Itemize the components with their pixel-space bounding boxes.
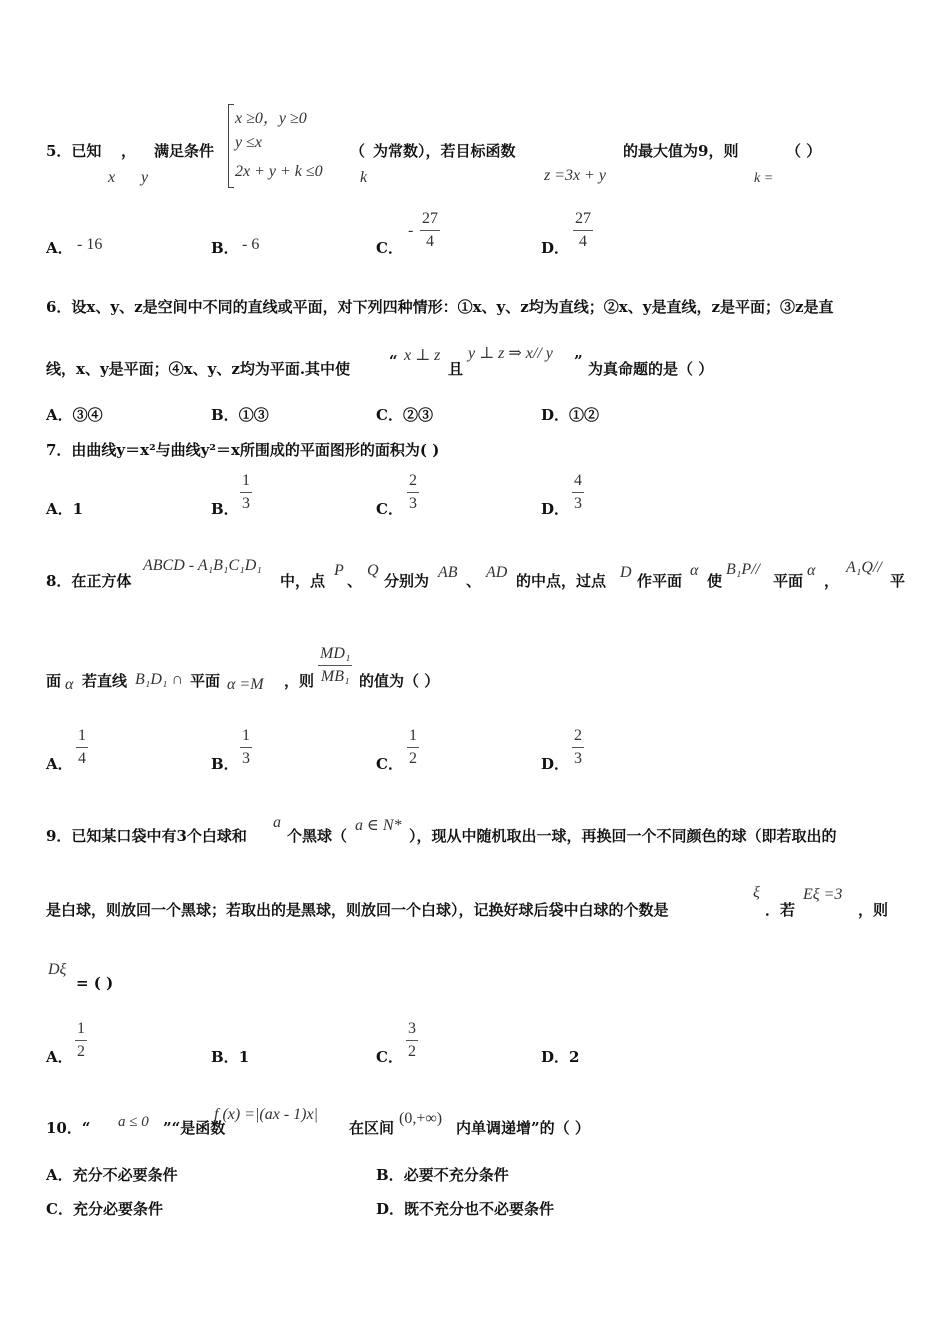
q8-line-2-b: 若直线 — [82, 672, 128, 690]
q7-option-c-fraction — [407, 472, 419, 513]
q6-option-a-label: A． — [46, 406, 73, 424]
q6-option-a[interactable] — [46, 404, 103, 425]
q7-option-b-numerator: 1 — [242, 472, 250, 489]
q6-option-b-label: B． — [211, 406, 239, 424]
q8-option-b-numerator: 1 — [242, 727, 250, 744]
q8-option-d-fraction — [572, 727, 584, 768]
q9-line-3: = ( ) — [76, 974, 114, 992]
q10-option-b-label: B． — [376, 1166, 404, 1184]
q9-line-1-c: ），现从中随机取出一球，再换回一个不同颜色的球（即若取出的 — [409, 827, 837, 845]
q5-option-c-fraction — [420, 210, 440, 251]
q9-a-in-n: a ∈ N* — [355, 817, 402, 834]
q6-option-c[interactable] — [376, 404, 433, 425]
q7-option-a-value: 1 — [72, 500, 84, 518]
q10-function: f (x) =|(ax - 1)x| — [214, 1106, 318, 1123]
q5-tail: 的最大值为9，则 — [623, 142, 739, 160]
q8-point-p: P — [334, 562, 344, 579]
q5-label: 5．已知 — [46, 142, 102, 160]
q8-b1d1: B₁D₁ ∩ — [135, 671, 184, 688]
q9-option-b-value: 1 — [238, 1048, 250, 1066]
q8-point-d: D — [620, 564, 632, 581]
q6-option-c-value: ②③ — [402, 406, 433, 424]
q5-answer-blank: （ ） — [786, 142, 822, 160]
q10-text-3: 内单调递增”的（ ） — [456, 1119, 590, 1137]
q9-xi: ξ — [753, 884, 760, 901]
q8-a1q: A₁Q// — [846, 559, 882, 576]
q10-text-1: ”“是函数 — [163, 1119, 226, 1137]
q8-option-c-fraction — [407, 727, 419, 768]
q8-text-3: 分别为 — [384, 572, 430, 590]
q8-option-c-numerator: 1 — [409, 727, 417, 744]
q9-option-c-numerator: 3 — [408, 1020, 416, 1037]
q5-comma: ， — [121, 142, 137, 160]
q5-constraint-3: 2x + y + k ≤0 — [235, 163, 323, 180]
q8-line-2-e: 的值为（ ） — [359, 672, 440, 690]
fraction-bar — [240, 747, 252, 748]
q5-var-k: k — [360, 169, 368, 186]
q8-ratio-numerator: MD₁ — [320, 645, 351, 662]
q10-option-b[interactable] — [376, 1164, 509, 1185]
q9-option-c-label[interactable]: C． — [376, 1048, 403, 1066]
fraction-bar — [407, 747, 419, 748]
q8-option-a-numerator: 1 — [78, 727, 86, 744]
q5-const-text: 为常数），若目标函数 — [373, 142, 516, 160]
q8-option-a-fraction — [76, 727, 88, 768]
fraction-bar — [406, 1040, 418, 1041]
q7-option-b-label[interactable]: B． — [211, 500, 239, 518]
q5-system-brace — [228, 104, 234, 188]
q9-line-2-b: ．若 — [765, 901, 796, 919]
q5-constraint-1: x ≥0，y ≥0 — [235, 110, 307, 127]
q6-option-d[interactable] — [541, 404, 599, 425]
q8-line-2-a: 面 — [46, 672, 62, 690]
q9-line-1-b: 个黑球（ — [287, 827, 348, 845]
q9-option-c-fraction — [406, 1020, 418, 1061]
q9-option-a-fraction — [75, 1020, 87, 1061]
q9-option-a-label[interactable]: A． — [46, 1048, 73, 1066]
q10-option-b-value: 必要不充分条件 — [403, 1166, 509, 1184]
q6-option-b[interactable] — [211, 404, 269, 425]
q5-var-x: x — [108, 169, 116, 186]
q9-option-d-value: 2 — [569, 1048, 580, 1066]
q5-option-d-denominator: 4 — [579, 233, 587, 250]
q8-alpha-2: α — [807, 562, 816, 579]
q8-option-b-denominator: 3 — [242, 750, 250, 767]
fraction-bar — [572, 747, 584, 748]
q7-option-d-fraction — [572, 472, 584, 513]
q9-line-2-c: ，则 — [858, 901, 889, 919]
fraction-bar — [572, 492, 584, 493]
q7-option-d-numerator: 4 — [574, 472, 582, 489]
q10-text-2: 在区间 — [349, 1119, 395, 1137]
q9-line-2-a: 是白球，则放回一个黑球；若取出的是黑球，则放回一个白球），记换好球后袋中白球的个数是 — [46, 901, 669, 919]
q5-option-b-label[interactable]: B． — [211, 239, 239, 257]
q8-label: 8．在正方体 — [46, 572, 132, 590]
q8-text-10: 平 — [890, 572, 906, 590]
q8-option-a-denominator: 4 — [78, 750, 86, 767]
q5-option-d-fraction — [573, 210, 593, 251]
q5-option-d-numerator: 27 — [575, 210, 591, 227]
q10-option-d[interactable] — [376, 1198, 554, 1219]
q8-alpha-m: α =M — [227, 676, 264, 693]
q7-text: 7．由曲线y＝x²与曲线y²＝x所围成的平面图形的面积为( ) — [46, 441, 440, 459]
q9-option-b[interactable] — [211, 1046, 249, 1067]
q8-ad: AD — [486, 564, 508, 581]
q10-option-c-value: 充分必要条件 — [72, 1200, 163, 1218]
q5-option-c-denominator: 4 — [426, 233, 434, 250]
q8-text-4: 、 — [466, 572, 482, 590]
q8-line-2-d: ，则 — [284, 672, 315, 690]
q7-option-c-label[interactable]: C． — [376, 500, 403, 518]
q5-objective: z =3x + y — [544, 167, 607, 184]
q8-ratio-fraction — [318, 645, 352, 686]
q10-option-d-label: D． — [376, 1200, 405, 1218]
q6-option-c-label: C． — [376, 406, 403, 424]
fraction-bar — [573, 230, 593, 231]
fraction-bar — [318, 665, 352, 666]
q10-option-c[interactable] — [46, 1198, 163, 1219]
q6-relation-1: x ⊥ z — [404, 347, 441, 364]
q10-option-a-label: A． — [46, 1166, 73, 1184]
q8-cube: ABCD - A₁B₁C₁D₁ — [143, 557, 262, 574]
q8-text-7: 使 — [707, 572, 723, 590]
q8-option-a-label[interactable]: A． — [46, 755, 73, 773]
q7-option-b-denominator: 3 — [242, 495, 250, 512]
q6-quote-close: ” — [574, 352, 583, 370]
fraction-bar — [420, 230, 440, 231]
q6-line-2-start: 线，x、y是平面；④x、y、z均为平面.其中使 — [46, 360, 351, 378]
q7-option-d-label[interactable]: D． — [541, 500, 570, 518]
q8-text-1: 中，点 — [280, 572, 326, 590]
q6-line-1: 6．设x、y、z是空间中不同的直线或平面，对下列四种情形：①x、y、z均为直线；②x、y是直线，z是平面；③z是直 — [46, 298, 834, 316]
q8-option-c-denominator: 2 — [409, 750, 417, 767]
q5-constraint-2: y ≤x — [235, 134, 262, 151]
q7-option-a[interactable] — [46, 498, 83, 519]
fraction-bar — [75, 1040, 87, 1041]
q8-ab: AB — [438, 564, 458, 581]
q7-option-a-label: A． — [46, 500, 73, 518]
q5-condition-text: 满足条件 — [154, 142, 215, 160]
q8-option-b-fraction — [240, 727, 252, 768]
q6-option-d-value: ①② — [569, 406, 600, 424]
q8-option-c-label[interactable]: C． — [376, 755, 403, 773]
q9-option-b-label: B． — [211, 1048, 239, 1066]
q8-option-d-numerator: 2 — [574, 727, 582, 744]
q9-line-1-a: 9．已知某口袋中有3个白球和 — [46, 827, 247, 845]
q8-text-6: 作平面 — [637, 572, 683, 590]
q9-option-d-label: D． — [541, 1048, 570, 1066]
q8-option-d-label[interactable]: D． — [541, 755, 570, 773]
q6-quote-open: “ — [389, 352, 398, 370]
q10-condition: a ≤ 0 — [118, 1114, 149, 1130]
q10-interval: (0,+∞) — [399, 1110, 443, 1127]
q5-option-b-value: - 6 — [242, 236, 260, 253]
q6-relation-2: y ⊥ z ⇒ x// y — [468, 345, 553, 362]
q5-option-c-numerator: 27 — [422, 210, 438, 227]
q9-option-a-numerator: 1 — [77, 1020, 85, 1037]
q5-var-y: y — [141, 169, 149, 186]
q9-option-a-denominator: 2 — [77, 1043, 85, 1060]
q8-b1p: B₁P// — [726, 561, 760, 578]
q7-option-b-fraction — [240, 472, 252, 513]
q8-text-8: 平面 — [773, 572, 804, 590]
q5-option-a-value: - 16 — [77, 236, 103, 253]
q7-option-c-numerator: 2 — [409, 472, 417, 489]
fraction-bar — [76, 747, 88, 748]
q9-option-c-denominator: 2 — [408, 1043, 416, 1060]
q8-alpha: α — [690, 562, 699, 579]
q7-option-d-denominator: 3 — [574, 495, 582, 512]
q8-ratio-denominator: MB₁ — [320, 668, 350, 685]
q8-point-q: Q — [367, 562, 379, 579]
q7-option-c-denominator: 3 — [409, 495, 417, 512]
q10-option-d-value: 既不充分也不必要条件 — [404, 1200, 555, 1218]
q5-paren: （ — [350, 142, 366, 160]
q9-expectation: Eξ =3 — [803, 886, 843, 903]
q8-option-d-denominator: 3 — [574, 750, 582, 767]
q6-option-d-label: D． — [541, 406, 570, 424]
q6-option-a-value: ③④ — [72, 406, 103, 424]
q5-k-eq: k = — [754, 171, 774, 186]
q8-text-9: ， — [824, 572, 840, 590]
q9-option-d[interactable] — [541, 1046, 579, 1067]
q8-line-2-c: 平面 — [190, 672, 221, 690]
q10-label: 10．“ — [46, 1119, 91, 1137]
q5-option-c-sign: - — [408, 222, 414, 239]
q8-text-2: 、 — [347, 572, 363, 590]
q10-option-a-value: 充分不必要条件 — [72, 1166, 178, 1184]
q5-option-a-label[interactable]: A． — [46, 239, 73, 257]
q6-and: 且 — [448, 360, 464, 378]
fraction-bar — [240, 492, 252, 493]
q10-option-a[interactable] — [46, 1164, 178, 1185]
q5-option-c-label[interactable]: C． — [376, 239, 403, 257]
q5-option-d-label[interactable]: D． — [541, 239, 570, 257]
q6-option-b-value: ①③ — [238, 406, 269, 424]
q8-text-5: 的中点，过点 — [516, 572, 607, 590]
q9-var-a: a — [273, 814, 281, 831]
q8-alpha-3: α — [65, 676, 74, 693]
q9-variance: Dξ — [48, 961, 67, 978]
fraction-bar — [407, 492, 419, 493]
q10-option-c-label: C． — [46, 1200, 73, 1218]
q8-option-b-label[interactable]: B． — [211, 755, 239, 773]
q6-line-2-end: 为真命题的是（ ） — [588, 360, 714, 378]
